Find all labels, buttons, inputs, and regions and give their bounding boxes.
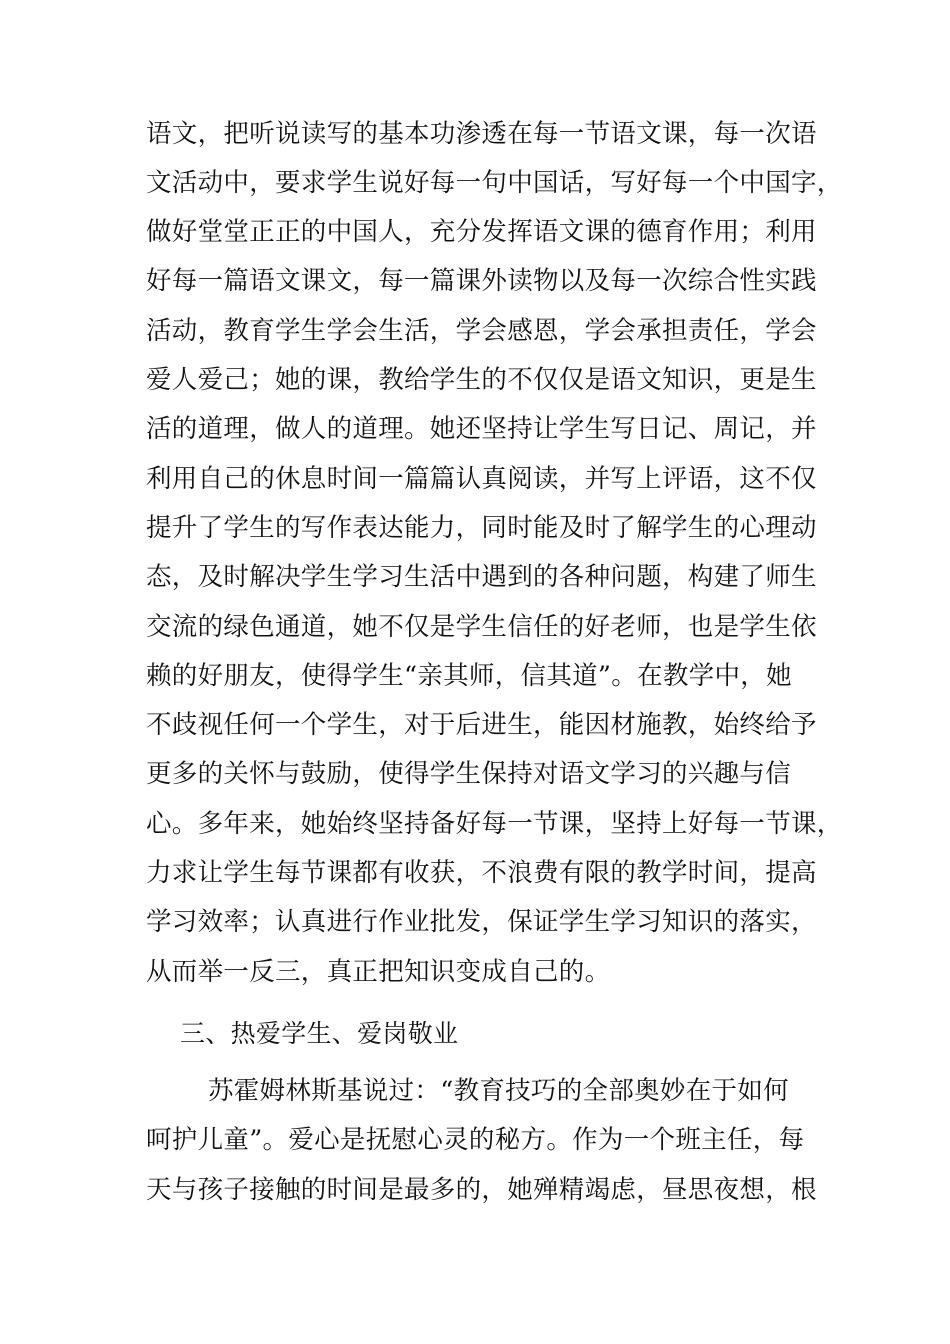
- section-heading: 三、热爱学生、爱岗敬业: [180, 1019, 459, 1048]
- paragraph-line: 从而举一反三，真正把知识变成自己的。: [146, 957, 611, 987]
- paragraph-line: 提升了学生的写作表达能力，同时能及时了解学生的心理动: [146, 513, 817, 543]
- paragraph-line: 活动，教育学生学会生活，学会感恩，学会承担责任，学会: [146, 316, 817, 346]
- paragraph-line: 文活动中，要求学生说好每一句中国话，写好每一个中国字，: [146, 168, 843, 198]
- paragraph-line: 不歧视任何一个学生，对于后进生，能因材施教，始终给予: [146, 710, 817, 740]
- paragraph-line: 更多的关怀与鼓励，使得学生保持对语文学习的兴趣与信: [146, 759, 792, 789]
- paragraph-line: 心。多年来，她始终坚持备好每一节课，坚持上好每一节课，: [146, 809, 843, 839]
- paragraph-line: 利用自己的休息时间一篇篇认真阅读，并写上评语，这不仅: [146, 464, 817, 494]
- paragraph-line: 天与孩子接触的时间是最多的，她殚精竭虑，昼思夜想，根: [146, 1175, 817, 1205]
- paragraph-line: 赖的好朋友，使得学生“亲其师，信其道”。在教学中，她: [146, 661, 792, 691]
- paragraph-line: 学习效率；认真进行作业批发，保证学生学习知识的落实，: [146, 907, 817, 937]
- paragraph-line: 好每一篇语文课文，每一篇课外读物以及每一次综合性实践: [146, 266, 817, 296]
- paragraph-line: 爱人爱己；她的课，教给学生的不仅仅是语文知识，更是生: [146, 365, 817, 395]
- paragraph-line: 呵护儿童”。爱心是抚慰心灵的秘方。作为一个班主任，每: [146, 1125, 805, 1155]
- paragraph-line: 态，及时解决学生学习生活中遇到的各种问题，构建了师生: [146, 562, 817, 592]
- paragraph-line: 活的道理，做人的道理。她还坚持让学生写日记、周记，并: [146, 414, 817, 444]
- paragraph-line: 苏霍姆林斯基说过：“教育技巧的全部奥妙在于如何: [208, 1076, 789, 1106]
- paragraph-line: 做好堂堂正正的中国人，充分发挥语文课的德育作用；利用: [146, 217, 817, 247]
- paragraph-line: 交流的绿色通道，她不仅是学生信任的好老师，也是学生依: [146, 612, 817, 642]
- paragraph-line: 语文，把听说读写的基本功渗透在每一节语文课，每一次语: [146, 119, 817, 149]
- paragraph-line: 力求让学生每节课都有收获，不浪费有限的教学时间，提高: [146, 858, 817, 888]
